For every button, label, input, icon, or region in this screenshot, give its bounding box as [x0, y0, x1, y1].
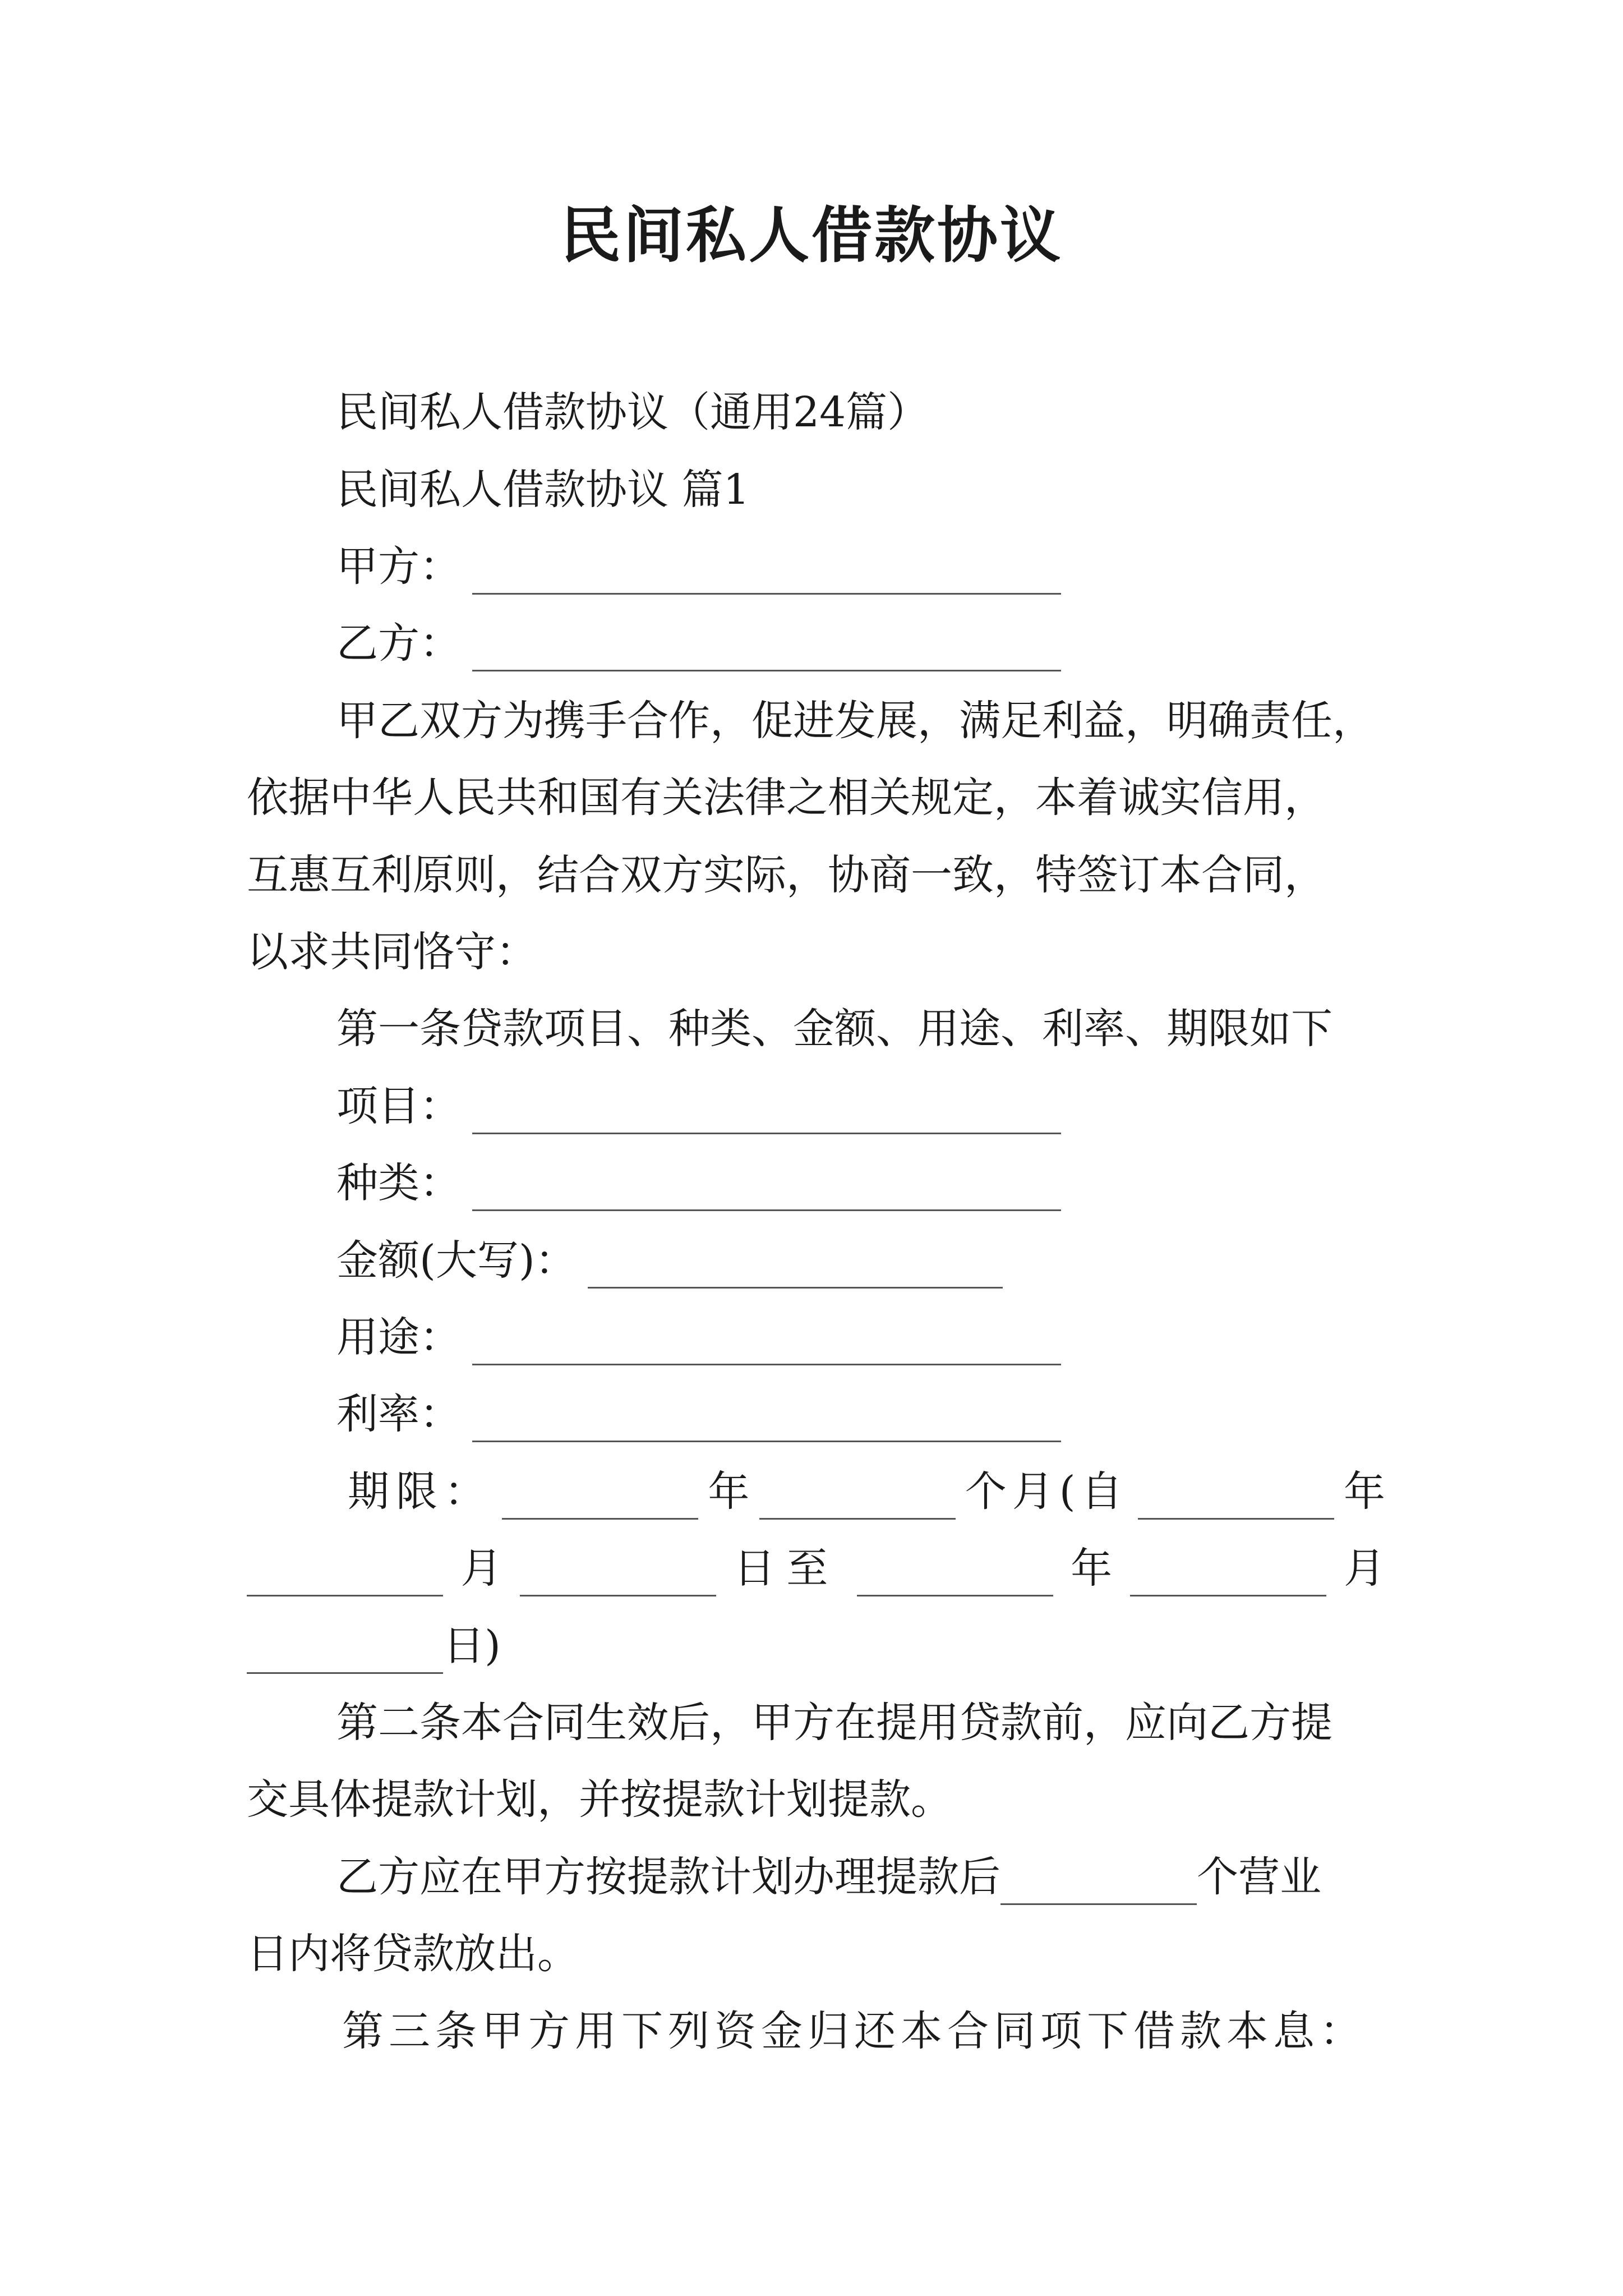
- party-b-row: [336, 615, 1061, 671]
- section-heading: 民间私人借款协议 篇1: [336, 466, 750, 514]
- term-end-month-text: 月: [1343, 1544, 1385, 1593]
- type-row: [336, 1155, 1061, 1211]
- rate-row: [336, 1386, 1061, 1442]
- term-day-end-text: 日): [443, 1622, 501, 1670]
- term-row-1: [348, 1464, 1385, 1520]
- type-label: 种类：: [336, 1159, 461, 1207]
- party-a-row: [336, 539, 1061, 595]
- party-a-label: 甲方：: [336, 542, 461, 591]
- article-2-line: 第二条本合同生效后，甲方在提用贷款前，应向乙方提: [336, 1699, 1332, 1747]
- term-row-3: [247, 1618, 501, 1674]
- project-blank: [472, 1096, 1061, 1134]
- type-blank: [472, 1172, 1061, 1211]
- project-row: [336, 1078, 1061, 1134]
- article-1-heading: 第一条贷款项目、种类、金额、用途、利率、期限如下: [336, 1005, 1332, 1053]
- amount-label: 金额(大写)：: [336, 1236, 577, 1285]
- intro-line: 以求共同恪守：: [247, 928, 537, 976]
- article-3-line: 第三条甲方用下列资金归还本合同项下借款本息：: [342, 2007, 1366, 2055]
- term-start-year-blank: [1138, 1481, 1334, 1520]
- purpose-label: 用途：: [336, 1313, 461, 1361]
- term-end-year-text: 年: [1071, 1544, 1113, 1593]
- term-start-day-blank: [520, 1558, 716, 1596]
- term-end-day-blank: [247, 1635, 443, 1674]
- rate-blank: [472, 1404, 1061, 1442]
- term-row-2: [247, 1540, 1385, 1596]
- purpose-row: [336, 1309, 1061, 1365]
- document-subtitle: 民间私人借款协议（通用24篇）: [336, 388, 929, 436]
- term-start-month-blank: [247, 1558, 443, 1596]
- release-days-blank: [1000, 1866, 1197, 1905]
- party-b-label: 乙方：: [336, 619, 461, 668]
- term-label: 期限：: [348, 1467, 492, 1516]
- term-day-to-text: 日至: [734, 1544, 840, 1593]
- release-row: [336, 1849, 1321, 1905]
- document-title: 民间私人借款协议: [560, 200, 1063, 271]
- term-years-blank: [502, 1481, 698, 1520]
- project-label: 项目：: [336, 1082, 461, 1130]
- party-b-blank: [472, 633, 1061, 671]
- term-start-month-text: 月: [460, 1544, 502, 1593]
- release-text-a: 乙方应在甲方按提款计划办理提款后: [336, 1853, 1000, 1901]
- rate-label: 利率：: [336, 1390, 461, 1438]
- intro-line: 甲乙双方为携手合作，促进发展，满足利益，明确责任，: [336, 697, 1374, 745]
- term-months-blank: [759, 1481, 956, 1520]
- party-a-blank: [472, 556, 1061, 595]
- term-end-month-blank: [1130, 1558, 1326, 1596]
- amount-blank: [588, 1250, 1003, 1289]
- purpose-blank: [472, 1327, 1061, 1365]
- article-2-line: 交具体提款计划，并按提款计划提款。: [247, 1775, 952, 1824]
- term-end-year-blank: [857, 1558, 1053, 1596]
- intro-line: 互惠互利原则，结合双方实际，协商一致，特签订本合同，: [247, 851, 1326, 899]
- amount-row: [336, 1232, 1003, 1289]
- release-line-c: 日内将贷款放出。: [247, 1930, 579, 1978]
- release-text-b: 个营业: [1197, 1853, 1321, 1901]
- intro-line: 依据中华人民共和国有关法律之相关规定，本着诚实信用，: [247, 774, 1326, 822]
- term-months-from-text: 个月(自: [965, 1467, 1128, 1516]
- term-year-text: 年: [708, 1467, 750, 1516]
- term-start-year-text: 年: [1344, 1467, 1385, 1516]
